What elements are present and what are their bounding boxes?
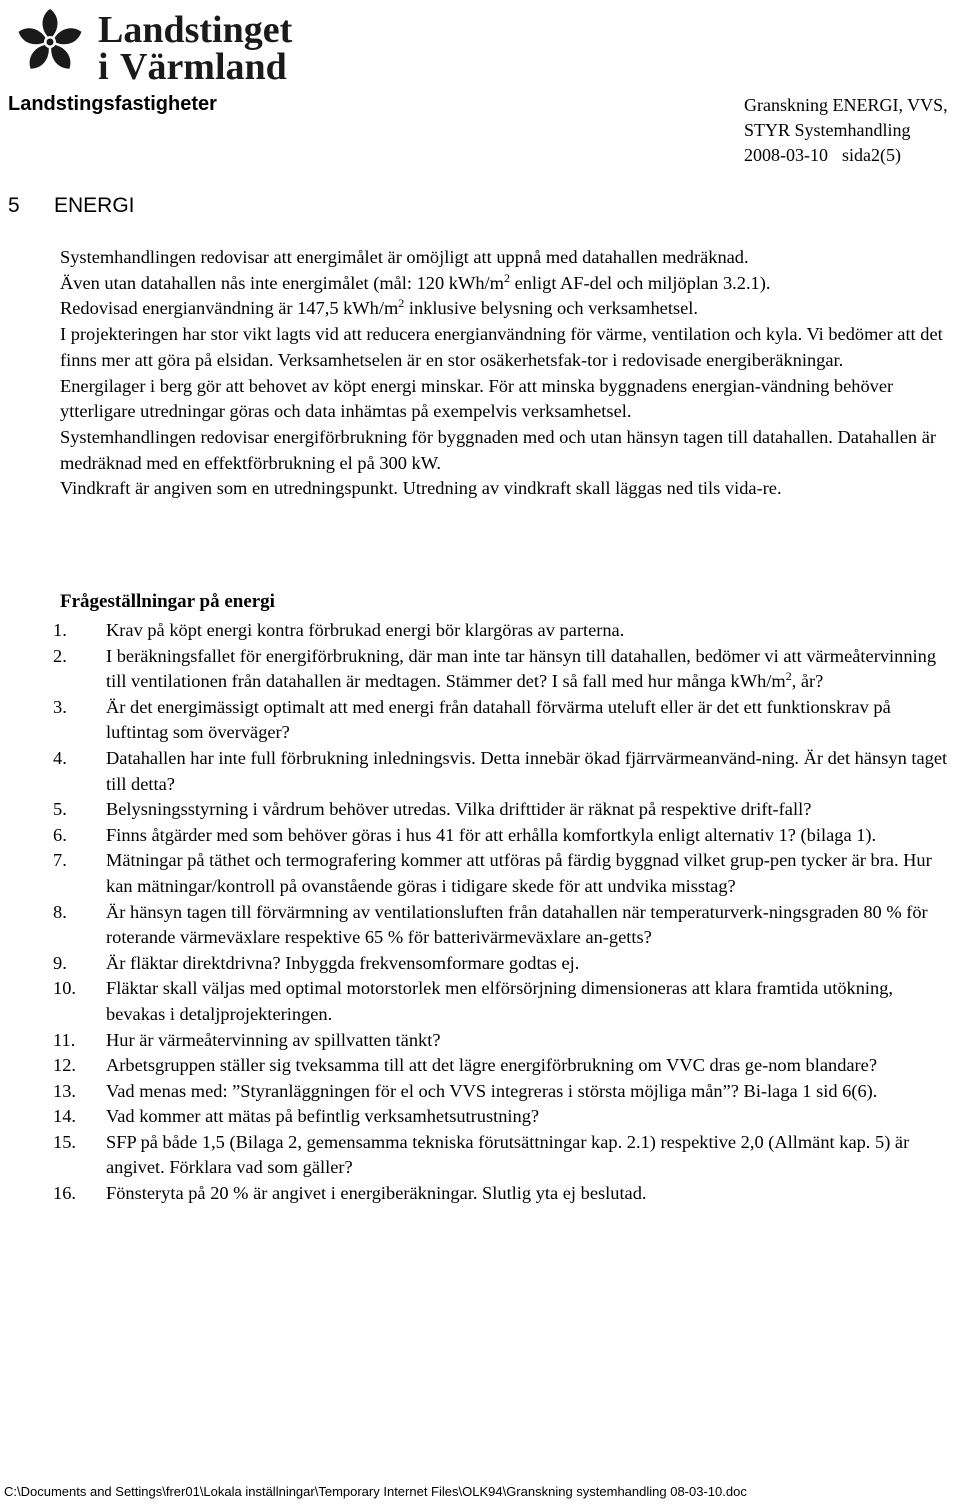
list-item: [53, 1130, 948, 1181]
landstinget-logo: [8, 4, 338, 82]
list-item-text: Hur är värmeåtervinning av spillvatten tänkt?: [106, 1029, 441, 1050]
body-text: [60, 245, 945, 502]
list-item: [53, 900, 948, 951]
section-title: ENERGI: [54, 194, 135, 217]
questions-heading: Frågeställningar på energi: [60, 591, 275, 612]
list-item-number: 16.: [53, 1183, 76, 1204]
list-item-text: Är fläktar direktdrivna? Inbyggda frekvensomformare godtas ej.: [106, 952, 580, 973]
list-item: [53, 1053, 948, 1079]
paragraph: Systemhandlingen redovisar energiförbrukning för byggnaden med och utan hänsyn tagen till datahallen. Datahallen är medräknad med en effektförbrukning el på 300 kW.: [60, 426, 937, 473]
list-item-number: 6.: [53, 824, 67, 845]
list-item: [53, 1181, 948, 1207]
list-item: [53, 976, 948, 1027]
logo: [8, 4, 338, 82]
list-item-number: 13.: [53, 1080, 76, 1101]
paragraph-text: Redovisad energianvändning är 147,5 kWh/m: [60, 298, 399, 319]
date-page-line: [744, 143, 948, 168]
page-number: 2(5): [871, 145, 901, 165]
list-item-text-main: I beräkningsfallet för energiförbrukning, där man inte tar hänsyn till datahallen, bedömer vi att värmeåtervinning till ventilationen från datahallen är medtagen. Stämmer det? I så fall med hur många kWh/m: [106, 645, 937, 692]
logo-text-line2-prefix: i: [98, 46, 109, 82]
list-item-text: Fläktar skall väljas med optimal motorstorlek men elförsörjning dimensioneras att klara framtida utökning, bevakas i detaljprojekteringen.: [106, 978, 894, 1024]
page-label: sida: [842, 145, 871, 165]
list-item-number: 12.: [53, 1055, 76, 1076]
section-number: 5: [8, 194, 20, 217]
paragraph: Vindkraft är angiven som en utredningspunkt. Utredning av vindkraft skall läggas ned tils vida-re.: [60, 478, 782, 499]
list-item-text: Är det energimässigt optimalt att med energi från datahall förvärma uteluft eller är det ett funktionskrav på luftintag som överväger?: [106, 696, 891, 743]
paragraph: I projekteringen har stor vikt lagts vid att reducera energianvändning för värme, ventilation och kyla. Vi bedömer att det finns mer att göra på elsidan. Verksamhetselen är en stor osäkerhetsfak-tor i redovisade energiberäkningar.: [60, 324, 943, 370]
list-item-text: Fönsteryta på 20 % är angivet i energiberäkningar. Slutlig yta ej beslutad.: [106, 1183, 647, 1204]
organization-name: Landstingsfastigheter: [8, 93, 217, 115]
superscript: 2: [398, 296, 405, 311]
list-item-number: 2.: [53, 645, 67, 666]
list-item: [53, 695, 948, 746]
list-item-number: 9.: [53, 952, 67, 973]
list-item-number: 11.: [53, 1029, 76, 1050]
list-item: [53, 746, 948, 797]
list-item-number: 5.: [53, 799, 67, 820]
paragraph: [60, 271, 945, 297]
list-item: [53, 1028, 948, 1054]
list-item-number: 3.: [53, 696, 67, 717]
list-item-number: 14.: [53, 1106, 76, 1127]
list-item-number: 7.: [53, 850, 67, 871]
list-item-text: Mätningar på täthet och termografering kommer att utföras på färdig byggnad vilket grup-pen tycker är bra. Hur kan mätningar/kontroll på ovanstående göras i tidigare skede för att undvika misstag?: [106, 850, 932, 896]
document-date: 2008-03-10: [744, 145, 828, 165]
list-item-number: 8.: [53, 901, 67, 922]
paragraph-text: inklusive belysning och verksamhetsel.: [404, 298, 698, 319]
superscript: 2: [785, 669, 792, 684]
questions-list: [53, 618, 948, 1207]
list-item-text: Datahallen har inte full förbrukning inledningsvis. Detta innebär ökad fjärrvärmeanvänd-ning. Är det hänsyn taget till detta?: [106, 747, 948, 794]
superscript: 2: [503, 270, 510, 285]
paragraph: Energilager i berg gör att behovet av köpt energi minskar. För att minska byggnadens energian-vändning behöver ytterligare utredningar göras och data inhämtas på exempelvis verksamhetsel.: [60, 375, 894, 422]
list-item: [53, 1104, 948, 1130]
list-item-text: Finns åtgärder med som behöver göras i hus 41 för att erhålla komfortkyla enligt alternativ 1? (bilaga 1).: [106, 824, 877, 845]
list-item-number: 15.: [53, 1131, 76, 1152]
list-item-text: Krav på köpt energi kontra förbrukad energi bör klargöras av parterna.: [106, 620, 625, 640]
paragraph: Systemhandlingen redovisar att energimålet är omöjligt att uppnå med datahallen medräknad.: [60, 247, 749, 267]
list-item-number: 1.: [53, 620, 67, 640]
paragraph-text: enligt AF-del och miljöplan 3.2.1).: [509, 272, 771, 293]
list-item: [53, 618, 948, 644]
list-item: [53, 823, 948, 849]
list-item-text: SFP på både 1,5 (Bilaga 2, gemensamma tekniska förutsättningar kap. 2.1) respektive 2,0 (Allmänt kap. 5) är angivet. Förklara vad som gäller?: [106, 1131, 910, 1178]
list-item: [53, 644, 948, 695]
doc-title-line1: Granskning ENERGI, VVS,: [744, 95, 948, 115]
document-meta: [744, 93, 948, 168]
list-item: [53, 797, 948, 823]
list-item-text: Belysningsstyrning i vårdrum behöver utredas. Vilka drifttider är räknat på respektive drift-fall?: [106, 799, 812, 820]
logo-text-line2: Värmland: [120, 46, 287, 82]
paragraph: [60, 296, 945, 322]
list-item: [53, 848, 948, 899]
list-item-text: Arbetsgruppen ställer sig tveksamma till att det lägre energiförbrukning om VVC dras ge-nom blandare?: [106, 1055, 878, 1076]
list-item-text: Vad kommer att mätas på befintlig verksamhetsutrustning?: [106, 1106, 540, 1127]
list-item-number: 10.: [53, 978, 76, 999]
section-heading: [8, 194, 135, 218]
flower-emblem-icon: [16, 9, 83, 73]
paragraph-text: Även utan datahallen nås inte energimålet (mål: 120 kWh/m: [60, 272, 504, 293]
list-item-text: [106, 644, 948, 695]
file-path-footer: C:\Documents and Settings\frer01\Lokala inställningar\Temporary Internet Files\OLK94\Granskning systemhandling 08-03-10.doc: [4, 1484, 747, 1499]
list-item-text-tail: , år?: [791, 671, 824, 692]
logo-text-line1: Landstinget: [98, 9, 293, 51]
list-item: [53, 951, 948, 977]
list-item-text: Är hänsyn tagen till förvärmning av ventilationsluften från datahallen när temperaturverk-ningsgraden 80 % för roterande värmeväxlare respektive 65 % för batterivärmeväxlare an-getts?: [106, 901, 928, 948]
list-item-text: Vad menas med: ”Styranläggningen för el och VVS integreras i största möjliga mån”? Bi-laga 1 sid 6(6).: [106, 1080, 878, 1101]
list-item: [53, 1079, 948, 1105]
doc-title-line2: STYR Systemhandling: [744, 120, 911, 140]
list-item-number: 4.: [53, 747, 67, 768]
